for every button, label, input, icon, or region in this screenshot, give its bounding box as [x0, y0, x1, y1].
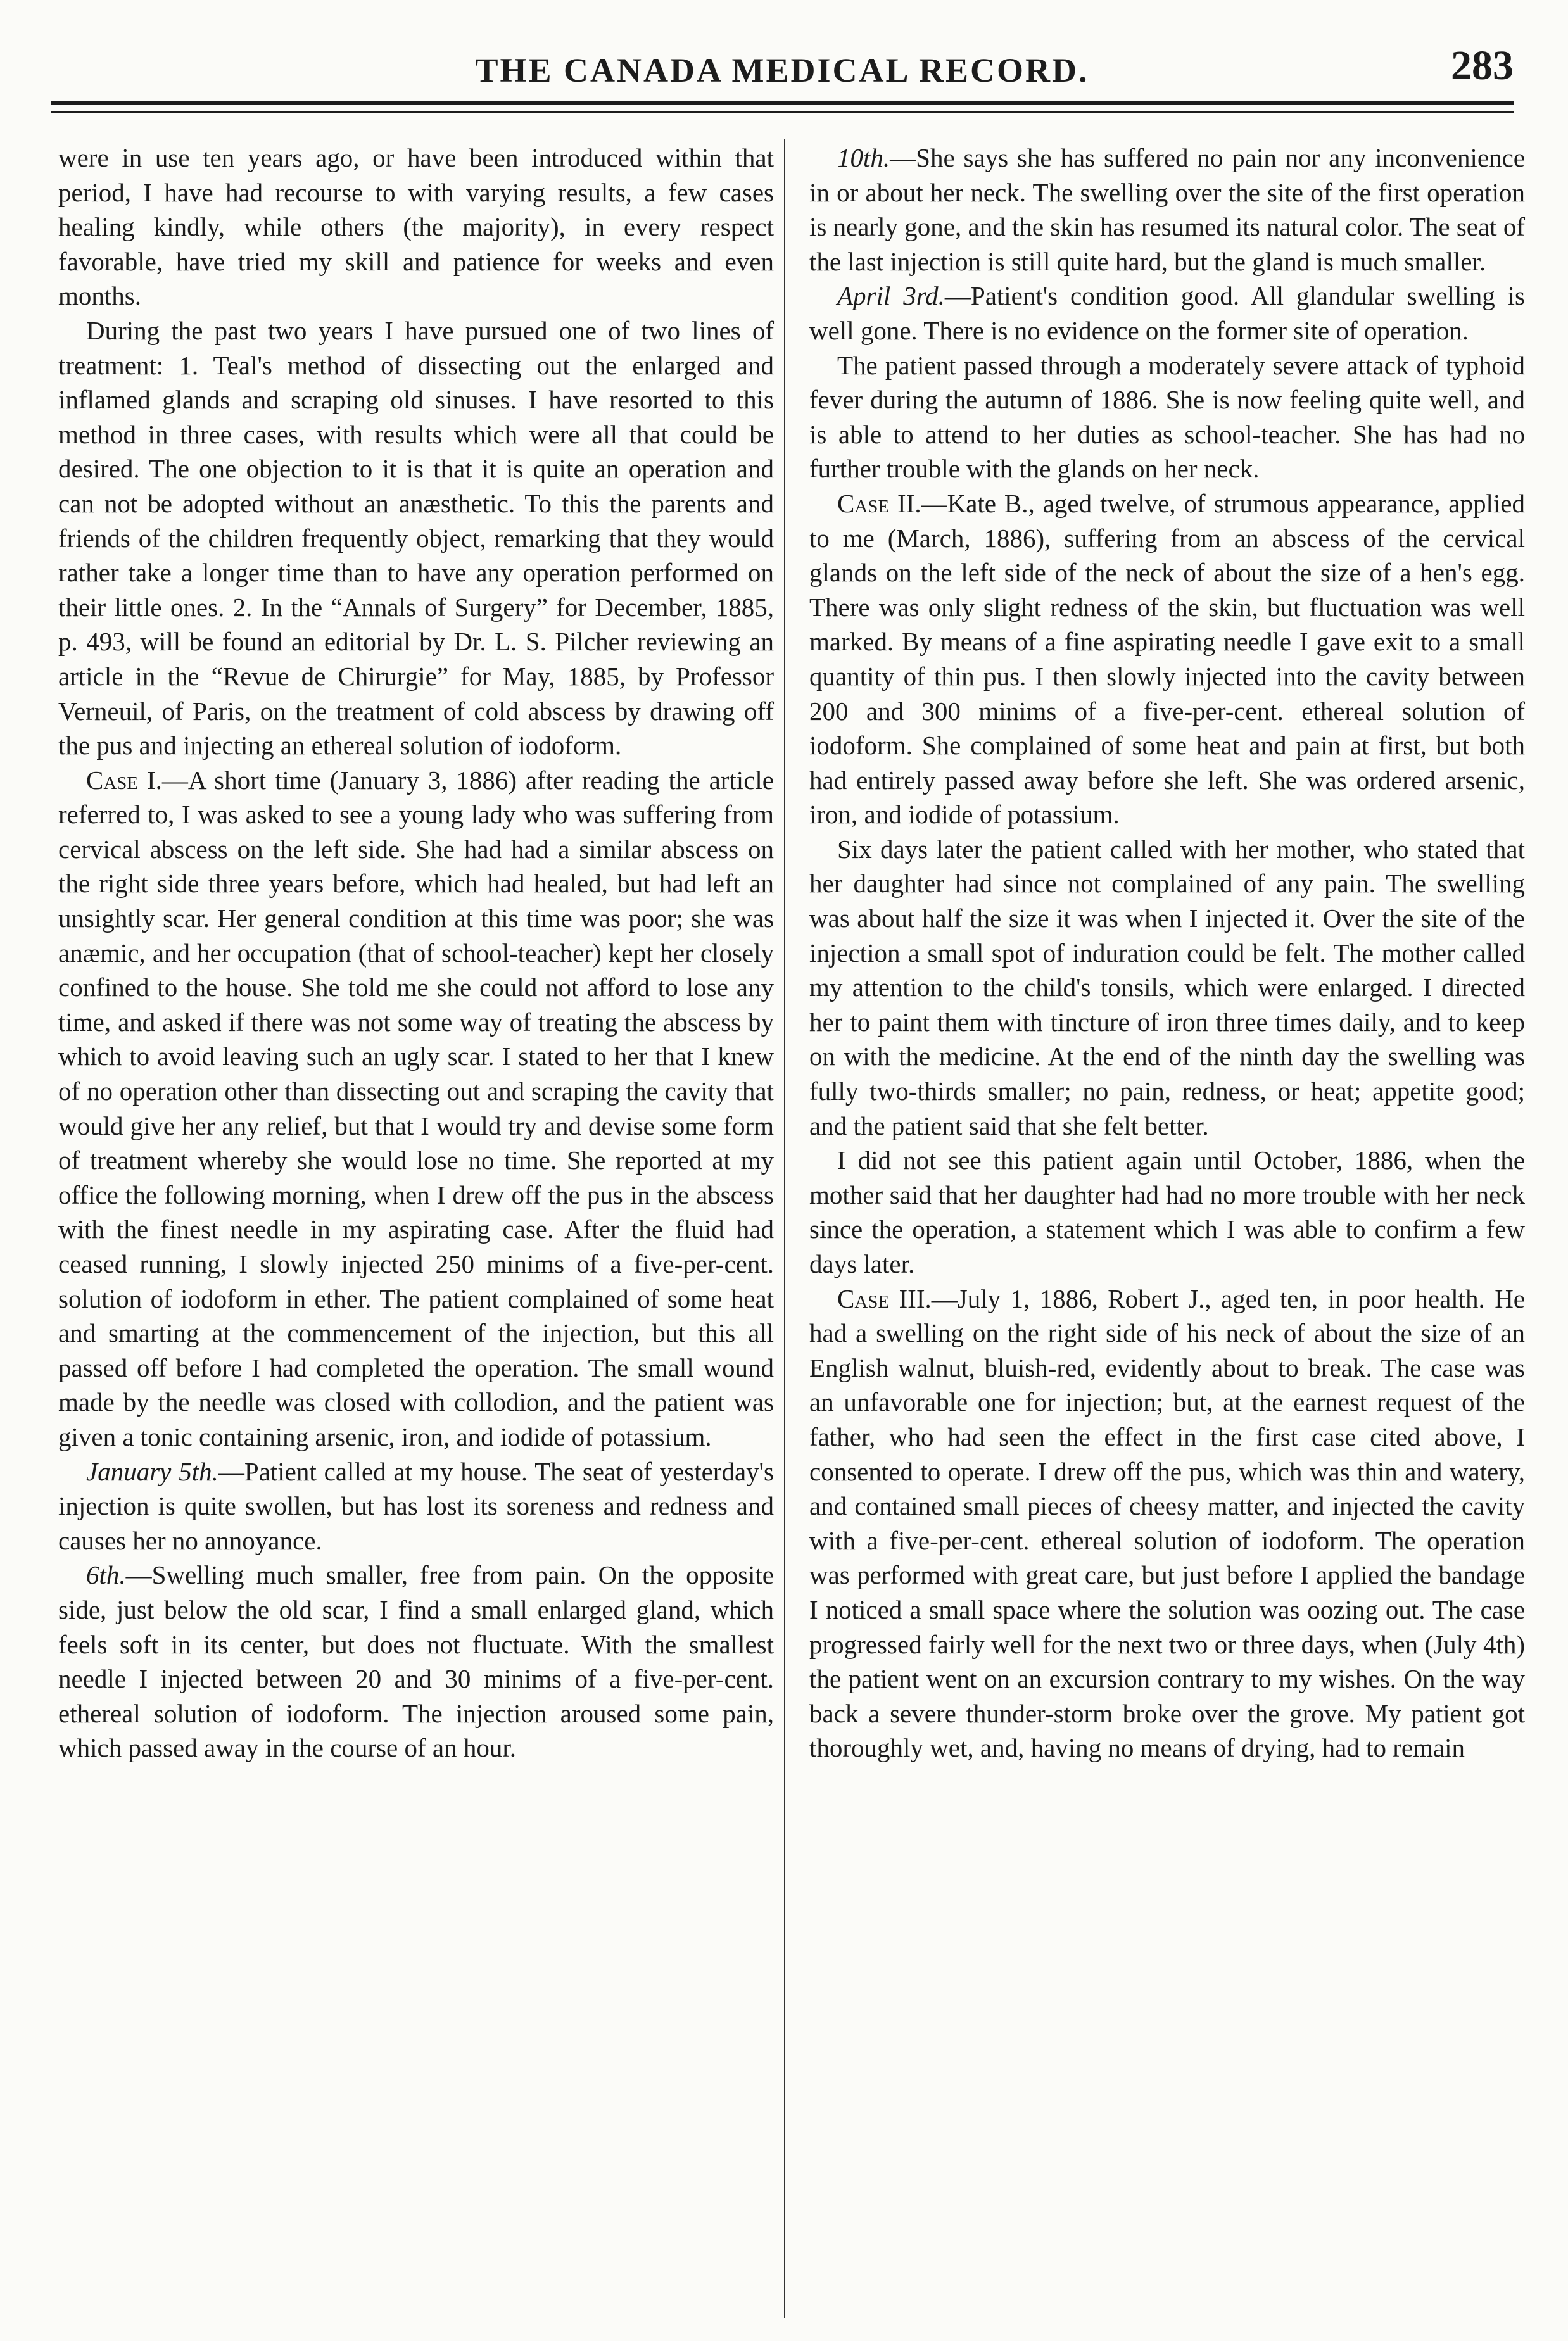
paragraph — [58, 1454, 774, 1558]
page-number: 283 — [1451, 42, 1514, 89]
paragraph-text: —July 1, 1886, Robert J., aged ten, in poor health. He had a swelling on the right side of his neck of about the size of an English walnut, bluish-red, evidently about to break. The case was an unfavorable one for injection; but, at the earnest request of the father, who had seen the effect in the first case cited above, I consented to operate. I drew off the pus, which was thin and watery, and contained small pieces of cheesy matter, and injected the cavity with a five-per-cent. ethereal solution of iodoform. The operation was performed with great care, but just before I applied the bandage I noticed a small space where the solution was oozing out. The case progressed fairly well for the next two or three days, when (July 4th) the patient went on an excursion contrary to my wishes. On the way back a severe thunder-storm broke over the grove. My patient got thoroughly wet, and, having no means of drying, had to remain — [809, 1284, 1526, 1763]
paragraph-text: I did not see this patient again until October, 1886, when the mother said that her daughter had had no more trouble with her neck since the operation, a statement which I was able to confirm a few days later. — [809, 1145, 1525, 1278]
paragraph-text: —She says she has suffered no pain nor any inconvenience in or about her neck. The swelling over the site of the first operation is nearly gone, and the skin has resumed its natural color. The seat of the last injection is still quite hard, but the gland is much smaller. — [809, 143, 1525, 276]
entry-date: January 5th. — [86, 1456, 218, 1486]
paragraph-text: —Swelling much smaller, free from pain. On the opposite side, just below the old scar, I find a small enlarged gland, which feels soft in its center, but does not fluctuate. With the smallest needle I injected between 20 and 30 minims of a five-per-cent. ethereal solution of iodoform. The injection aroused some pain, which passed away in the course of an hour. — [58, 1560, 774, 1763]
paragraph — [809, 348, 1525, 486]
entry-date: 6th. — [86, 1560, 126, 1590]
paragraph-text: —Patient's condition good. All glandular swelling is well gone. There is no evidence on the former site of operation. — [809, 281, 1525, 345]
header-rule-thick — [51, 101, 1514, 105]
header-rule-thin — [51, 111, 1514, 113]
paragraph-text: —Kate B., aged twelve, of strumous appearance, applied to me (March, 1886), suffering from an abscess of the cervical glands on the left side of the neck of about the size of a hen's egg. There was only slight redness of the skin, but fluctuation was well marked. By means of a fine aspirating needle I gave exit to a small quantity of thin pus. I then slowly injected into the cavity between 200 and 300 minims of a five-per-cent. ethereal solution of iodoform. She complained of some heat and pain at first, but both had entirely passed away before she left. She was ordered arsenic, iron, and iodide of potassium. — [809, 488, 1525, 830]
paragraph — [58, 141, 774, 313]
paragraph-text: The patient passed through a moderately severe attack of typhoid fever during the autumn of 1886. She is now feeling quite well, and is able to attend to her duties as school-teacher. She has had no further trouble with the glands on her neck. — [809, 350, 1525, 484]
paragraph — [809, 486, 1525, 832]
paragraph — [809, 1282, 1525, 1765]
page-header — [51, 39, 1514, 96]
paragraph-text: Six days later the patient called with her mother, who stated that her daughter had since not complained of any pain. The swelling was about half the size it was when I injected it. Over the site of the injection a small spot of induration could be felt. The mother called my attention to the child's tonsils, which were enlarged. I directed her to paint them with tincture of iron three times daily, and to keep on with the medicine. At the end of the ninth day the swelling was fully two-thirds smaller; no pain, redness, or heat; appetite good; and the patient said that she felt better. — [809, 834, 1525, 1140]
paragraph-text: were in use ten years ago, or have been introduced within that period, I have had recourse to with varying results, a few cases healing kindly, while others (the majority), in every respect favorable, have tried my skill and patience for weeks and even months. — [58, 143, 774, 311]
paragraph — [58, 1558, 774, 1765]
paragraph — [809, 1143, 1525, 1281]
case-heading: Case I. — [86, 765, 162, 795]
paragraph — [809, 141, 1525, 279]
paragraph — [809, 832, 1525, 1143]
right-column — [809, 141, 1525, 1765]
column-divider — [784, 139, 785, 2318]
paragraph — [58, 763, 774, 1454]
entry-date: 10th. — [837, 143, 890, 172]
case-heading: Case III. — [837, 1284, 932, 1313]
paragraph-text: During the past two years I have pursued one of two lines of treatment: 1. Teal's method of dissecting out the enlarged and inflamed glands and scraping old sinuses. I have resorted to this method in three cases, with results which were all that could be desired. The one objection to it is that it is quite an operation and can not be adopted without an anæsthetic. To this the parents and friends of the children frequently object, remarking that they would rather take a longer time than to have any operation performed on their little ones. 2. In the “Annals of Surgery” for December, 1885, p. 493, will be found an editorial by Dr. L. S. Pilcher reviewing an article in the “Revue de Chirurgie” for May, 1885, by Professor Verneuil, of Paris, on the treatment of cold abscess by drawing off the pus and injecting an ethereal solution of iodoform. — [58, 315, 774, 760]
entry-date: April 3rd. — [837, 281, 945, 311]
paragraph-text: —A short time (January 3, 1886) after reading the article referred to, I was asked to see a young lady who was suffering from cervical abscess on the left side. She had had a similar abscess on the right side three years before, which had healed, but had left an unsightly scar. Her general condition at this time was poor; she was anæmic, and her occupation (that of school-teacher) kept her closely confined to the house. She told me she could not afford to lose any time, and asked if there was not some way of treating the abscess by which to avoid leaving such an ugly scar. I stated to her that I knew of no operation other than dissecting out and scraping the cavity that would give her any relief, but that I would try and devise some form of treatment whereby she would lose no time. She reported at my office the following morning, when I drew off the pus in the abscess with the finest needle in my aspirating case. After the fluid had ceased running, I slowly injected 250 minims of a five-per-cent. solution of iodoform in ether. The patient complained of some heat and smarting at the commencement of the injection, but this all passed off before I had completed the operation. The small wound made by the needle was closed with collodion, and the patient was given a tonic containing arsenic, iron, and iodide of potassium. — [58, 765, 774, 1451]
left-column — [58, 141, 774, 1765]
paragraph — [58, 313, 774, 763]
paragraph — [809, 279, 1525, 348]
case-heading: Case II. — [837, 488, 921, 518]
paragraph-text: —Patient called at my house. The seat of yesterday's injection is quite swollen, but has lost its soreness and redness and causes her no annoyance. — [58, 1456, 774, 1555]
running-title: THE CANADA MEDICAL RECORD. — [475, 51, 1089, 89]
